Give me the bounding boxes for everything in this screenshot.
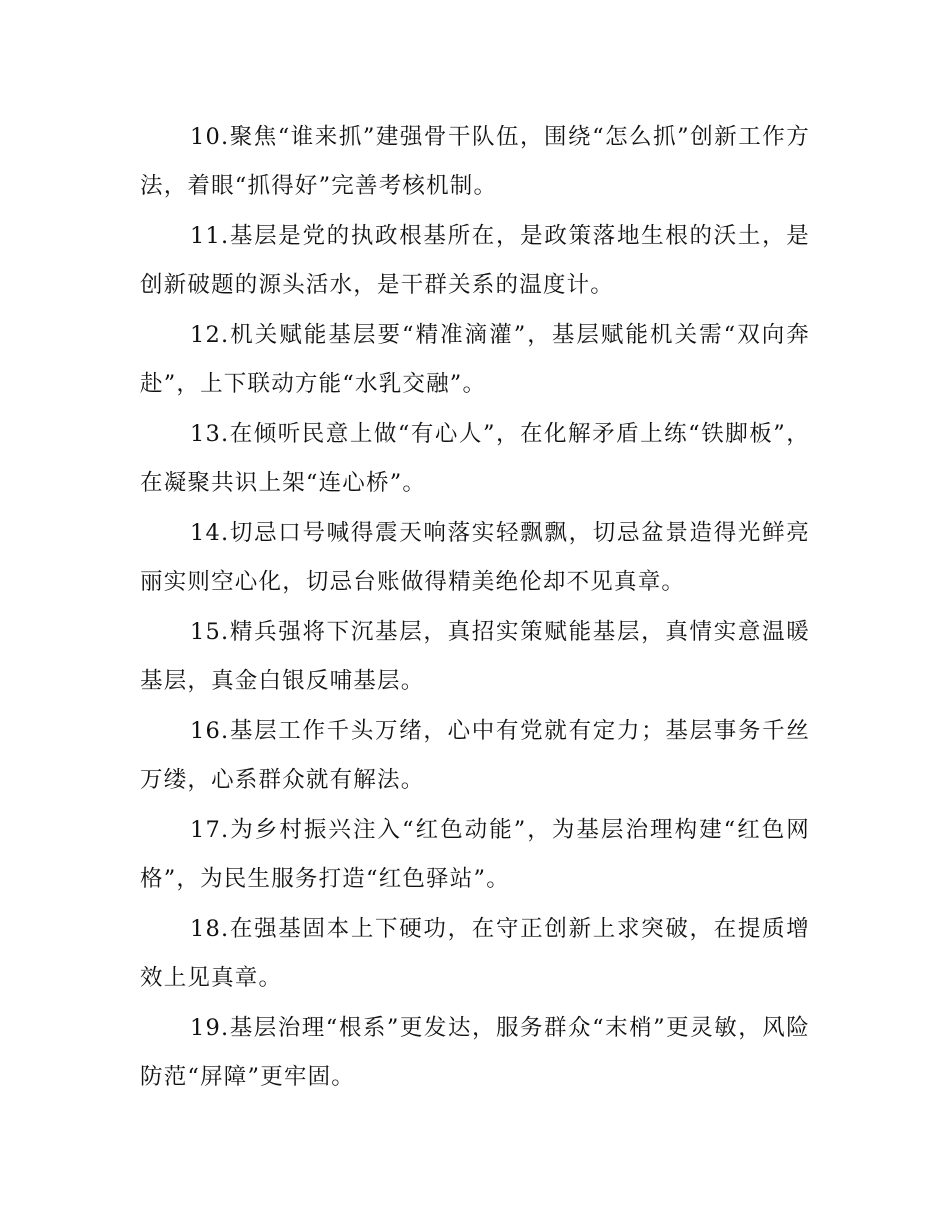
paragraph-10: 10.聚焦“谁来抓”建强骨干队伍，围绕“怎么抓”创新工作方法，着眼“抓得好”完善考核机制。 xyxy=(140,124,810,199)
paragraph-14: 14.切忌口号喊得震天响落实轻飘飘，切忌盆景造得光鲜亮丽实则空心化，切忌台账做得精美绝伦却不见真章。 xyxy=(140,520,810,595)
paragraph-17: 17.为乡村振兴注入“红色动能”，为基层治理构建“红色网格”，为民生服务打造“红色驿站”。 xyxy=(140,817,810,892)
paragraph-19: 19.基层治理“根系”更发达，服务群众“末梢”更灵敏，风险防范“屏障”更牢固。 xyxy=(140,1015,810,1090)
paragraph-13: 13.在倾听民意上做“有心人”，在化解矛盾上练“铁脚板”，在凝聚共识上架“连心桥”。 xyxy=(140,421,810,496)
paragraph-16: 16.基层工作千头万绪，心中有党就有定力；基层事务千丝万缕，心系群众就有解法。 xyxy=(140,718,810,793)
paragraph-18: 18.在强基固本上下硬功，在守正创新上求突破，在提质增效上见真章。 xyxy=(140,916,810,991)
paragraph-15: 15.精兵强将下沉基层，真招实策赋能基层，真情实意温暖基层，真金白银反哺基层。 xyxy=(140,619,810,694)
document-body xyxy=(140,113,810,1103)
paragraph-12: 12.机关赋能基层要“精准滴灌”，基层赋能机关需“双向奔赴”，上下联动方能“水乳交融”。 xyxy=(140,322,810,397)
paragraph-11: 11.基层是党的执政根基所在，是政策落地生根的沃土，是创新破题的源头活水，是干群关系的温度计。 xyxy=(140,223,810,298)
